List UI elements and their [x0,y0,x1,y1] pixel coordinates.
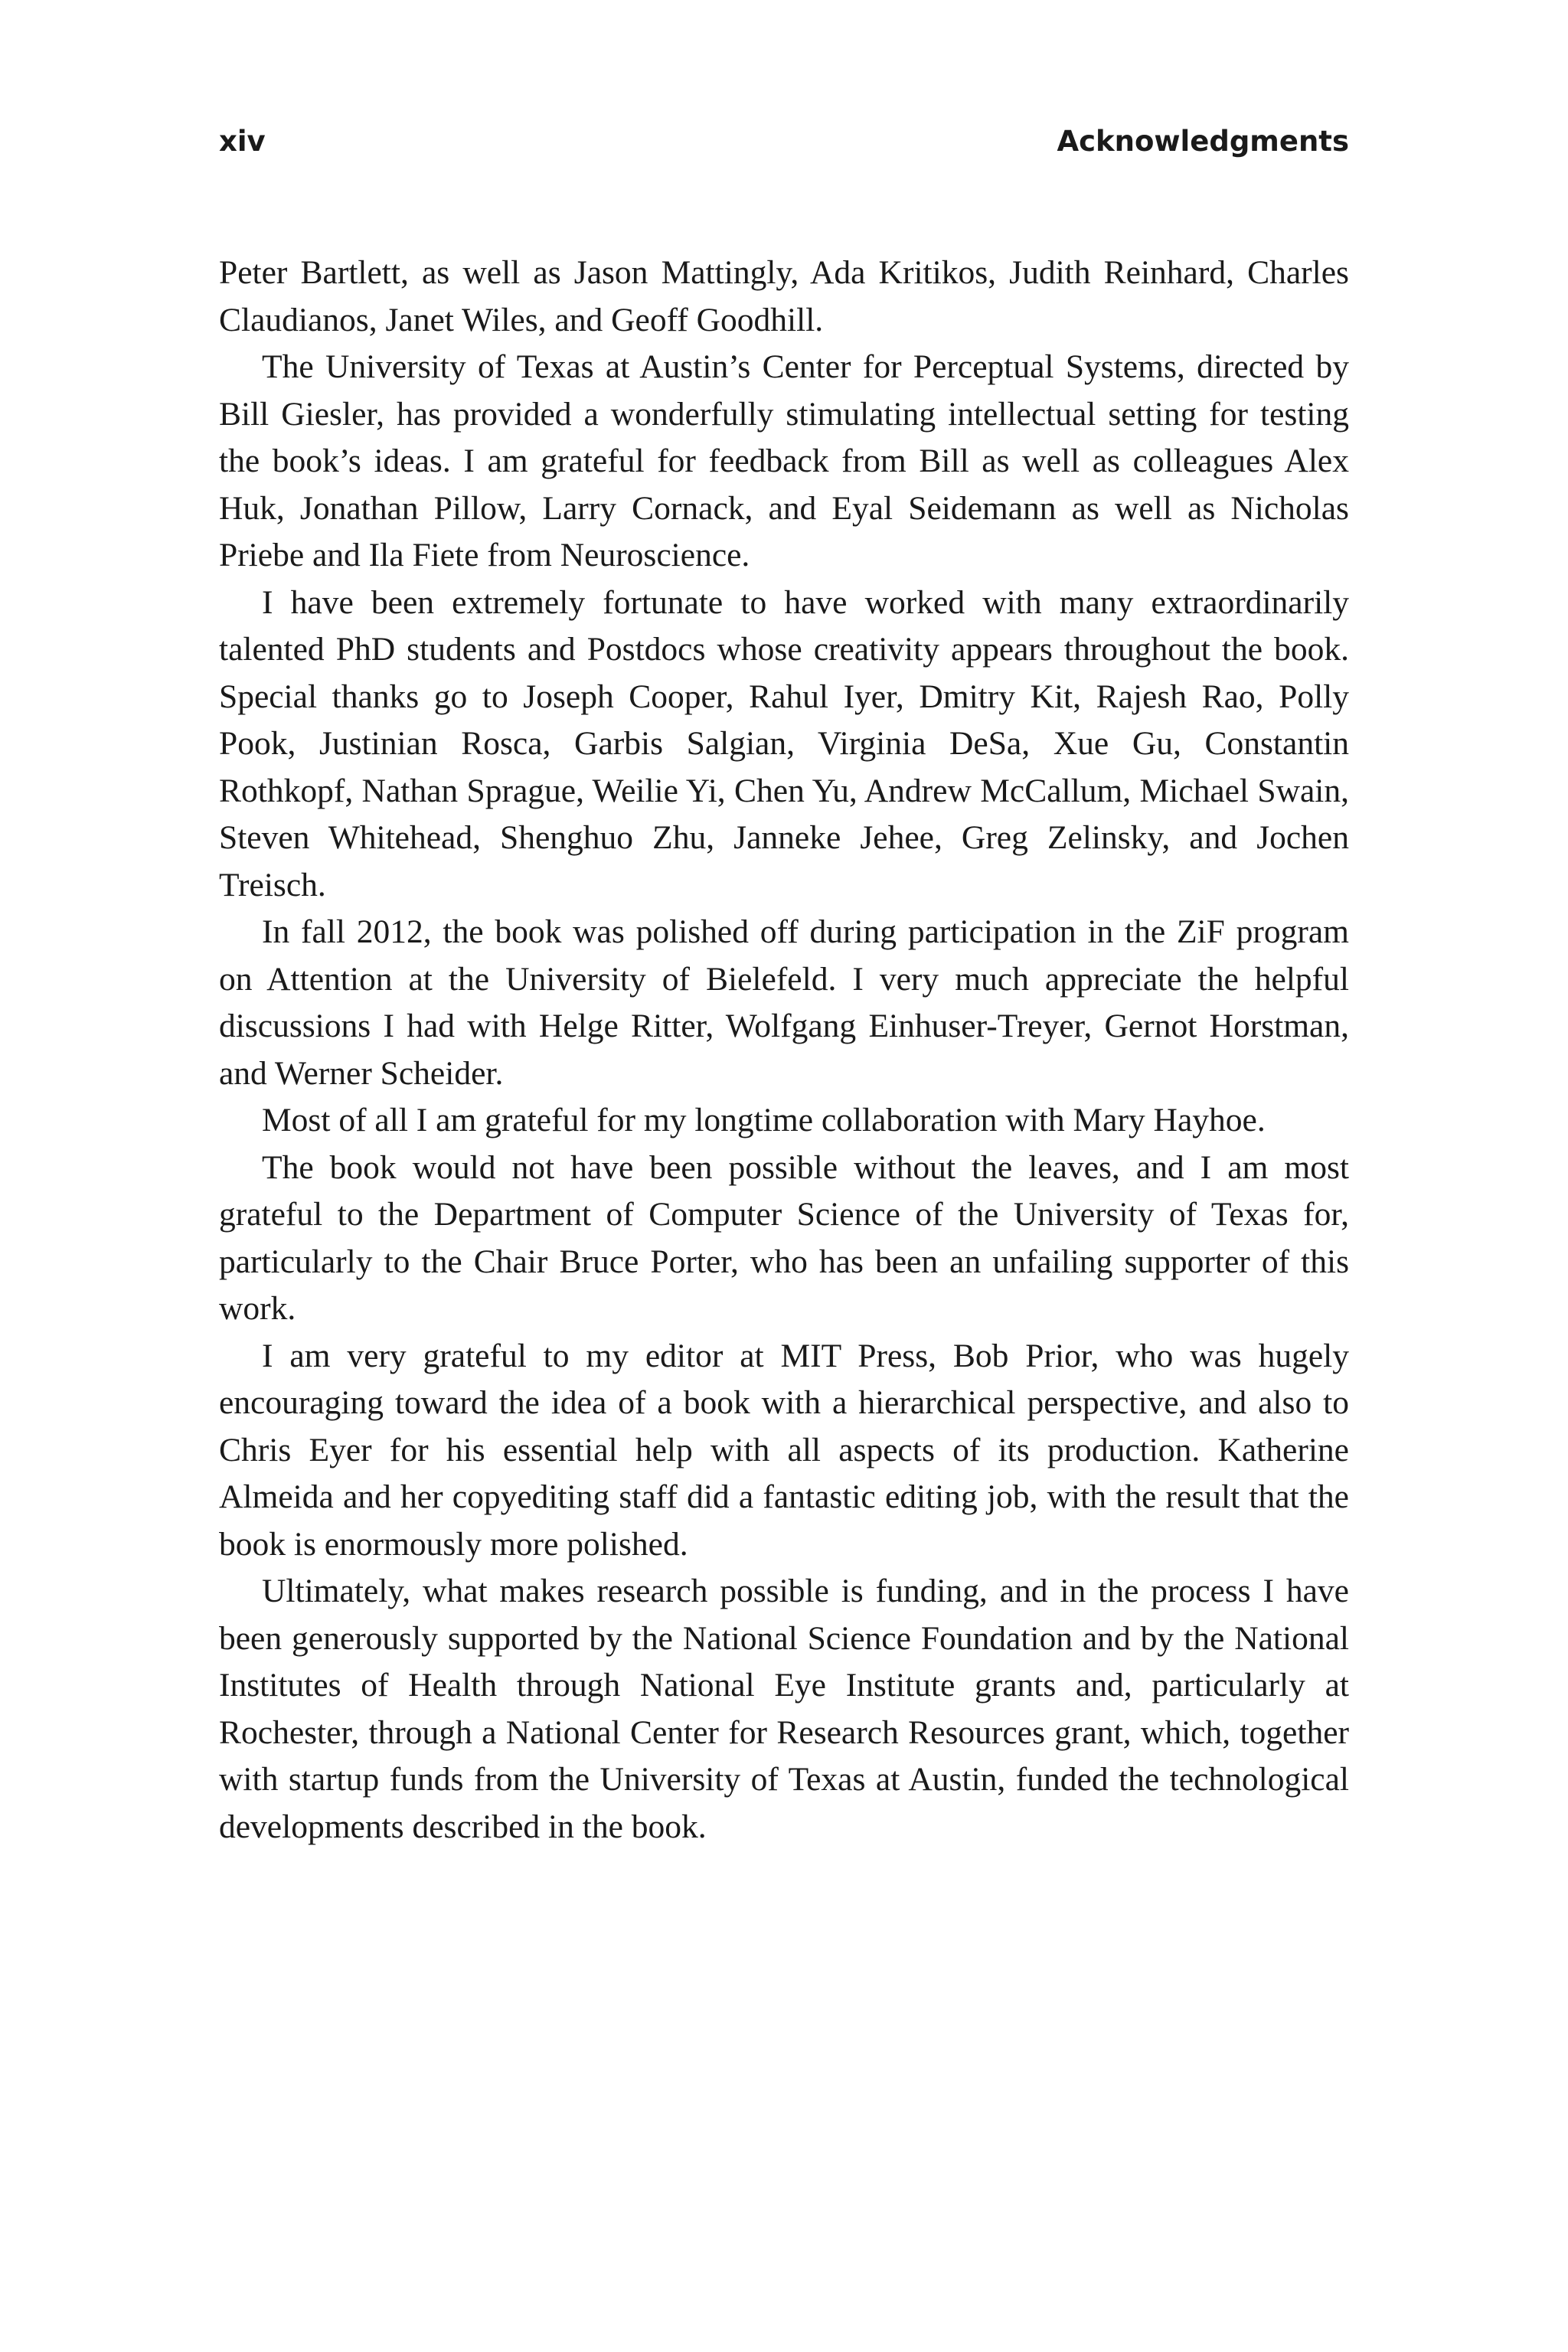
paragraph: Most of all I am grateful for my longtime collaboration with Mary Hayhoe. [262,1102,1266,1138]
body-text [219,250,1349,1851]
page-number: xiv [219,125,266,158]
running-title: Acknowledgments [1057,125,1349,158]
paragraph: Peter Bartlett, as well as Jason Mattingly, Ada Kritikos, Judith Reinhard, Charles Claudianos, Janet Wiles, and Geoff Goodhill. [219,254,1349,338]
running-head [219,122,1349,161]
paragraph: The book would not have been possible without the leaves, and I am most grateful to the Department of Computer Science of the University of Texas for, particularly to the Chair Bruce Porter, who has been an unfailing supporter of this work. [219,1148,1349,1327]
paragraph: I am very grateful to my editor at MIT Press, Bob Prior, who was hugely encouraging toward the idea of a book with a hierarchical perspective, and also to Chris Eyer for his essential help with all aspects of its production. Katherine Almeida and her copyediting staff did a fantastic editing job, with the result that the book is enormously more polished. [219,1337,1349,1563]
paragraph: In fall 2012, the book was polished off during participation in the ZiF program on Attention at the University of Bielefeld. I very much appreciate the helpful discussions I had with Helge Ritter, Wolfgang Einhuser-Treyer, Gernot Horstman, and Werner Scheider. [219,913,1349,1092]
paragraph: Ultimately, what makes research possible is funding, and in the process I have been generously supported by the National Science Foundation and by the National Institutes of Health through National Eye Institute grants and, particularly at Rochester, through a National Center for Research Resources grant, which, together with startup funds from the University of Texas at Austin, funded the technological developments described in the book. [219,1573,1349,1845]
paragraph: The University of Texas at Austin’s Center for Perceptual Systems, directed by Bill Giesler, has provided a wonderfully stimulating intellectual setting for testing the book’s ideas. I am grateful for feedback from Bill as well as colleagues Alex Huk, Jonathan Pillow, Larry Cornack, and Eyal Seidemann as well as Nicholas Priebe and Ila Fiete from Neuroscience. [219,348,1349,573]
paragraph: I have been extremely fortunate to have worked with many extraordinarily talented PhD students and Postdocs whose creativity appears throughout the book. Special thanks go to Joseph Cooper, Rahul Iyer, Dmitry Kit, Rajesh Rao, Polly Pook, Justinian Rosca, Garbis Salgian, Virginia DeSa, Xue Gu, Constantin Rothkopf, Nathan Sprague, Weilie Yi, Chen Yu, Andrew McCallum, Michael Swain, Steven Whitehead, Shenghuo Zhu, Janneke Jehee, Greg Zelinsky, and Jochen Treisch. [219,583,1349,903]
